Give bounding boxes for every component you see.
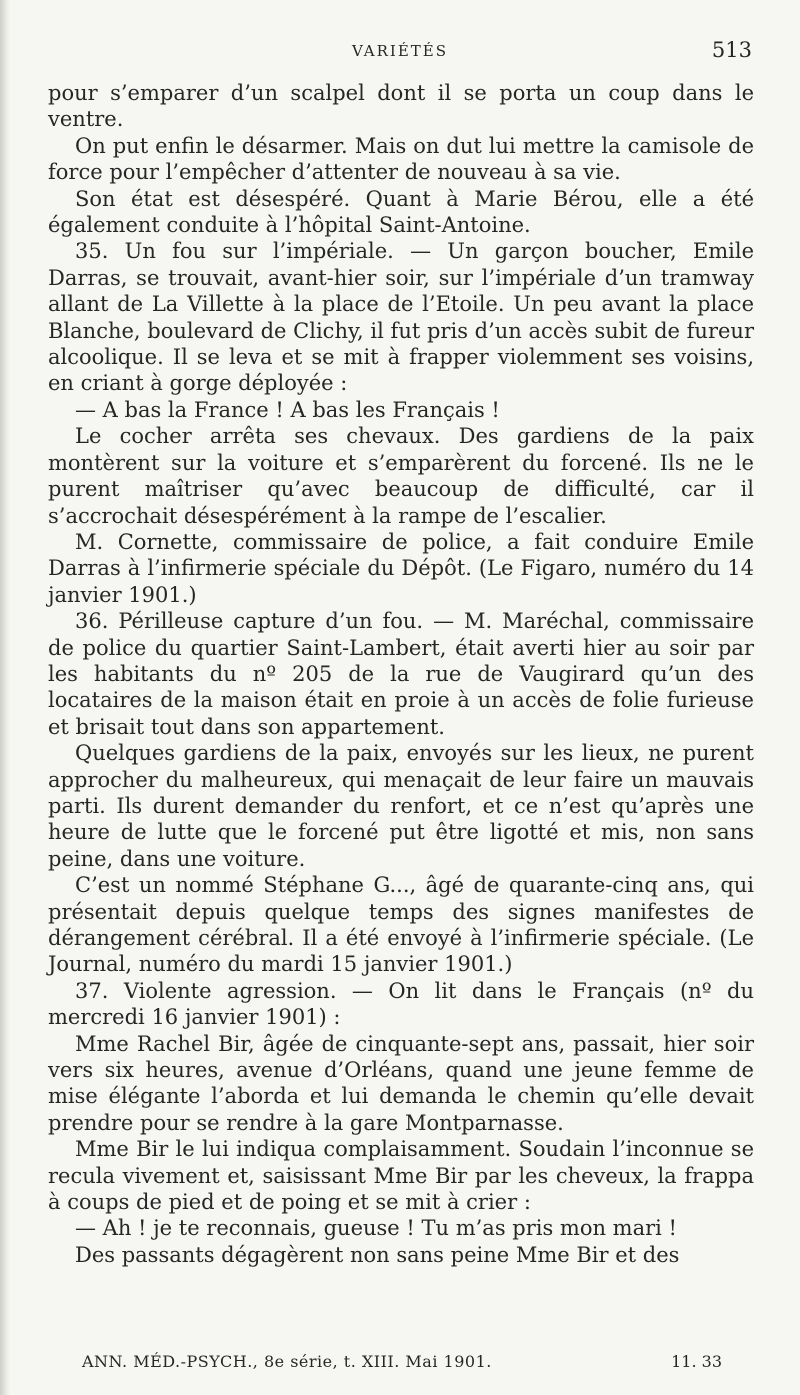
paragraph-case-36: 36. Périlleuse capture d’un fou. — M. Maréchal, commissaire de police du quartier Saint-Lambert, était averti hier au soir par les habitants du nº 205 de la rue de Vaugirard qu’un des locataires de la maison était en proie à un accès de folie furieuse et brisait tout dans son appartement. [48,609,754,739]
paragraph-quote: — Ah ! je te reconnais, gueuse ! Tu m’as pris mon mari ! [75,1216,677,1241]
paragraph: Mme Rachel Bir, âgée de cinquante-sept ans, passait, hier soir vers six heures, avenue d’Orléans, quand une jeune femme de mise élégante l’aborda et lui demanda le chemin qu’elle devait prendre pour se rendre à la gare Montparnasse. [48,1031,754,1135]
paragraph: pour s’emparer d’un scalpel dont il se porta un coup dans le ventre. [48,81,754,132]
paragraph: M. Cornette, commissaire de police, a fait conduire Emile Darras à l’infirmerie spéciale du Dépôt. (Le Figaro, numéro du 14 janvier 1901.) [48,529,754,607]
journal-citation: ANN. MÉD.-PSYCH., 8e série, t. XIII. Mai 1901. [82,1352,492,1371]
running-head-title: VARIÉTÉS [351,42,449,60]
page-number: 513 [711,38,752,62]
paragraph: Le cocher arrêta ses chevaux. Des gardiens de la paix montèrent sur la voiture et s’emparèrent du forcené. Ils ne le purent maîtriser qu’avec beaucoup de difficulté, car il s’accrochait désespérément à la rampe de l’escalier. [48,424,754,528]
running-head [48,38,752,68]
page-gutter-shadow [0,0,10,1395]
paragraph-quote: — A bas la France ! A bas les Français ! [75,397,500,422]
signature-mark: 11. 33 [671,1352,722,1371]
page-footer [82,1352,722,1376]
paragraph: C’est un nommé Stéphane G..., âgé de quarante-cinq ans, qui présentait depuis quelque temps des signes manifestes de dérangement cérébral. Il a été envoyé à l’infirmerie spéciale. (Le Journal, numéro du mardi 15 janvier 1901.) [48,873,754,977]
paragraph: Son état est désespéré. Quant à Marie Bérou, elle a été également conduite à l’hôpital Saint-Antoine. [48,186,754,238]
paragraph: Mme Bir le lui indiqua complaisamment. Soudain l’inconnue se recula vivement et, saisissant Mme Bir par les cheveux, la frappa à coups de pied et de poing et se mit à crier : [48,1137,754,1215]
paragraph: On put enfin le désarmer. Mais on dut lui mettre la camisole de force pour l’empêcher d’attenter de nouveau à sa vie. [48,133,754,185]
paragraph-case-35: 35. Un fou sur l’impériale. — Un garçon boucher, Emile Darras, se trouvait, avant-hier soir, sur l’impériale d’un tramway allant de La Villette à la place de l’Etoile. Un peu avant la place Blanche, boulevard de Clichy, il fut pris d’un accès subit de fureur alcoolique. Il se leva et se mit à frapper violemment ses voisins, en criant à gorge déployée : [48,239,754,396]
paragraph: Quelques gardiens de la paix, envoyés sur les lieux, ne purent approcher du malheureux, qui menaçait de leur faire un mauvais parti. Ils durent demander du renfort, et ce n’est qu’après une heure de lutte que le forcené put être ligotté et mis, non sans peine, dans une voiture. [48,741,754,871]
paragraph-case-37: 37. Violente agression. — On lit dans le Français (nº du mercredi 16 janvier 1901) : [48,978,754,1030]
body-text [48,80,754,1268]
paragraph: Des passants dégagèrent non sans peine Mme Bir et des [75,1242,680,1267]
